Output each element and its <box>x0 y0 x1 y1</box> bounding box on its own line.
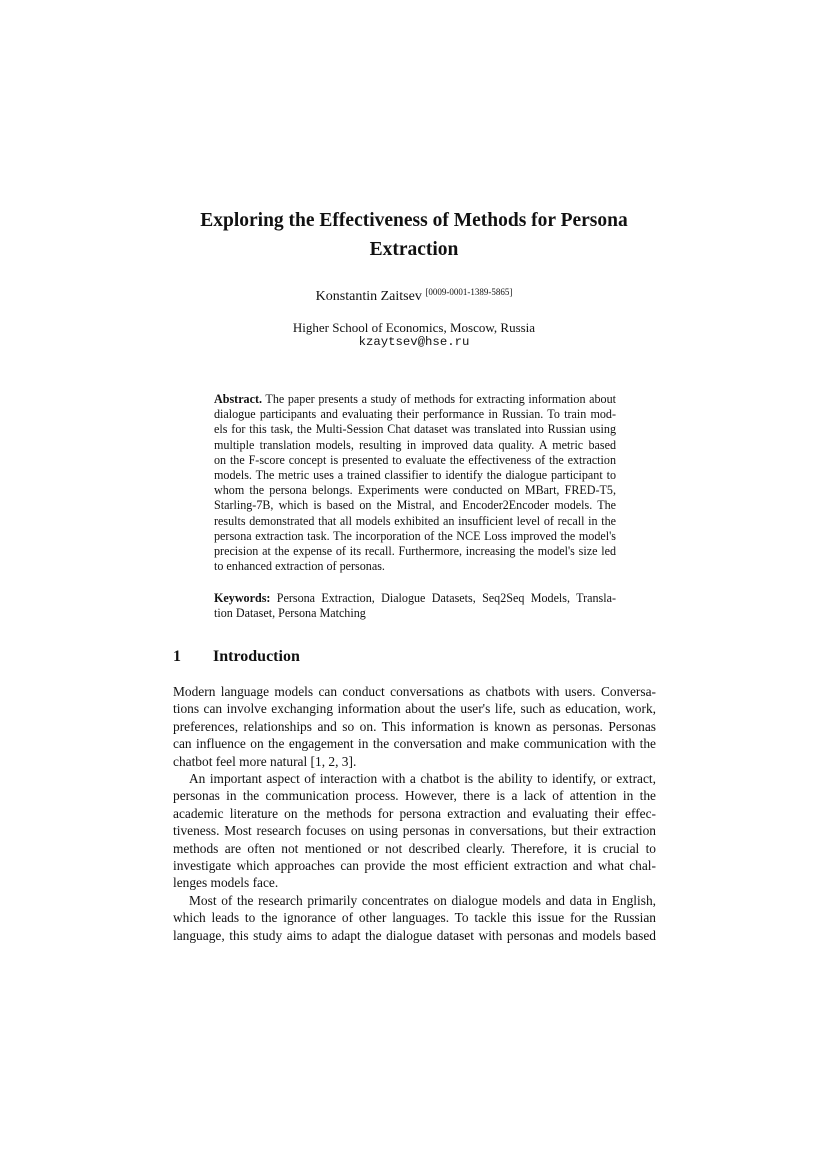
body-line: Modern language models can conduct conversations as chatbots with users. Conversa- <box>173 684 656 699</box>
section-heading <box>173 648 300 666</box>
body-line: Most of the research primarily concentrates on dialogue models and data in English, <box>189 892 656 908</box>
abstract-line: els for this task, the Multi-Session Chat dataset was translated into Russian using <box>214 422 616 437</box>
section-title: Introduction <box>213 648 300 665</box>
body-line: investigate which approaches can provide the most efficient extraction and what chal- <box>173 858 656 874</box>
abstract-line: precision at the expense of its recall. Furthermore, increasing the model's size led <box>214 544 616 559</box>
abstract-line: on the F-score concept is presented to evaluate the effectiveness of the extraction <box>214 452 616 467</box>
body-line: academic literature on the methods for persona extraction and evaluating their effec- <box>173 805 656 821</box>
author-orcid: [0009-0001-1389-5865] <box>425 287 513 297</box>
author-name: Konstantin Zaitsev <box>315 289 422 304</box>
title-line-1: Exploring the Effectiveness of Methods for Persona <box>200 210 628 231</box>
keywords <box>214 591 616 621</box>
body-line: An important aspect of interaction with a chatbot is the ability to identify, or extract, <box>189 771 656 787</box>
paper-title <box>0 206 828 264</box>
abstract-line: persona extraction task. The incorporation of the NCE Loss improved the model's <box>214 528 616 543</box>
body-line: chatbot feel more natural [1, 2, 3]. <box>173 753 357 769</box>
abstract-line: models. The metric uses a trained classifier to identify the dialogue participant to <box>214 468 616 483</box>
keywords-line: Keywords: Persona Extraction, Dialogue Datasets, Seq2Seq Models, Transla- <box>214 591 616 605</box>
abstract-line: Starling-7B, which is based on the Mistral, and Encoder2Encoder models. The <box>214 498 616 513</box>
keywords-line: tion Dataset, Persona Matching <box>214 606 366 621</box>
body-line: can influence on the engagement in the conversation and make communication with the <box>173 736 656 752</box>
author-email: kzaytsev@hse.ru <box>358 335 470 349</box>
abstract-line: results demonstrated that all models exhibited an insufficient level of recall in the <box>214 513 616 528</box>
abstract <box>214 392 616 574</box>
abstract-label: Abstract. <box>214 392 263 406</box>
body-line: tions can involve exchanging information about the user's life, such as education, work, <box>173 701 656 717</box>
title-line-2: Extraction <box>369 239 459 260</box>
body-line: personas in the communication process. However, there is a lack of attention in the <box>173 788 656 804</box>
body-text <box>173 683 656 944</box>
abstract-line: multiple translation models, resulting in improved data quality. A metric based <box>214 437 616 452</box>
abstract-line: Abstract. The paper presents a study of methods for extracting information about <box>214 392 616 406</box>
institution: Higher School of Economics, Moscow, Russia <box>292 320 536 335</box>
body-line: tiveness. Most research focuses on using personas in conversations, but their extraction <box>173 823 656 839</box>
section-number: 1 <box>173 648 181 665</box>
abstract-line: whom the persona belongs. Experiments were conducted on MBart, FRED-T5, <box>214 483 616 498</box>
body-line: language, this study aims to adapt the dialogue dataset with personas and models based <box>173 927 656 943</box>
abstract-line: to enhanced extraction of personas. <box>214 559 385 574</box>
body-line: preferences, relationships and so on. This information is known as personas. Personas <box>173 718 656 734</box>
affiliation <box>0 320 828 350</box>
body-line: lenges models face. <box>173 875 279 891</box>
body-line: methods are often not mentioned or not described clearly. Therefore, it is crucial to <box>173 840 656 856</box>
keywords-label: Keywords: <box>214 591 271 605</box>
abstract-line: dialogue participants and evaluating their performance in Russian. To train mod- <box>214 407 616 422</box>
author <box>0 289 828 305</box>
body-line: which leads to the ignorance of other languages. To tackle this issue for the Russian <box>173 910 656 926</box>
